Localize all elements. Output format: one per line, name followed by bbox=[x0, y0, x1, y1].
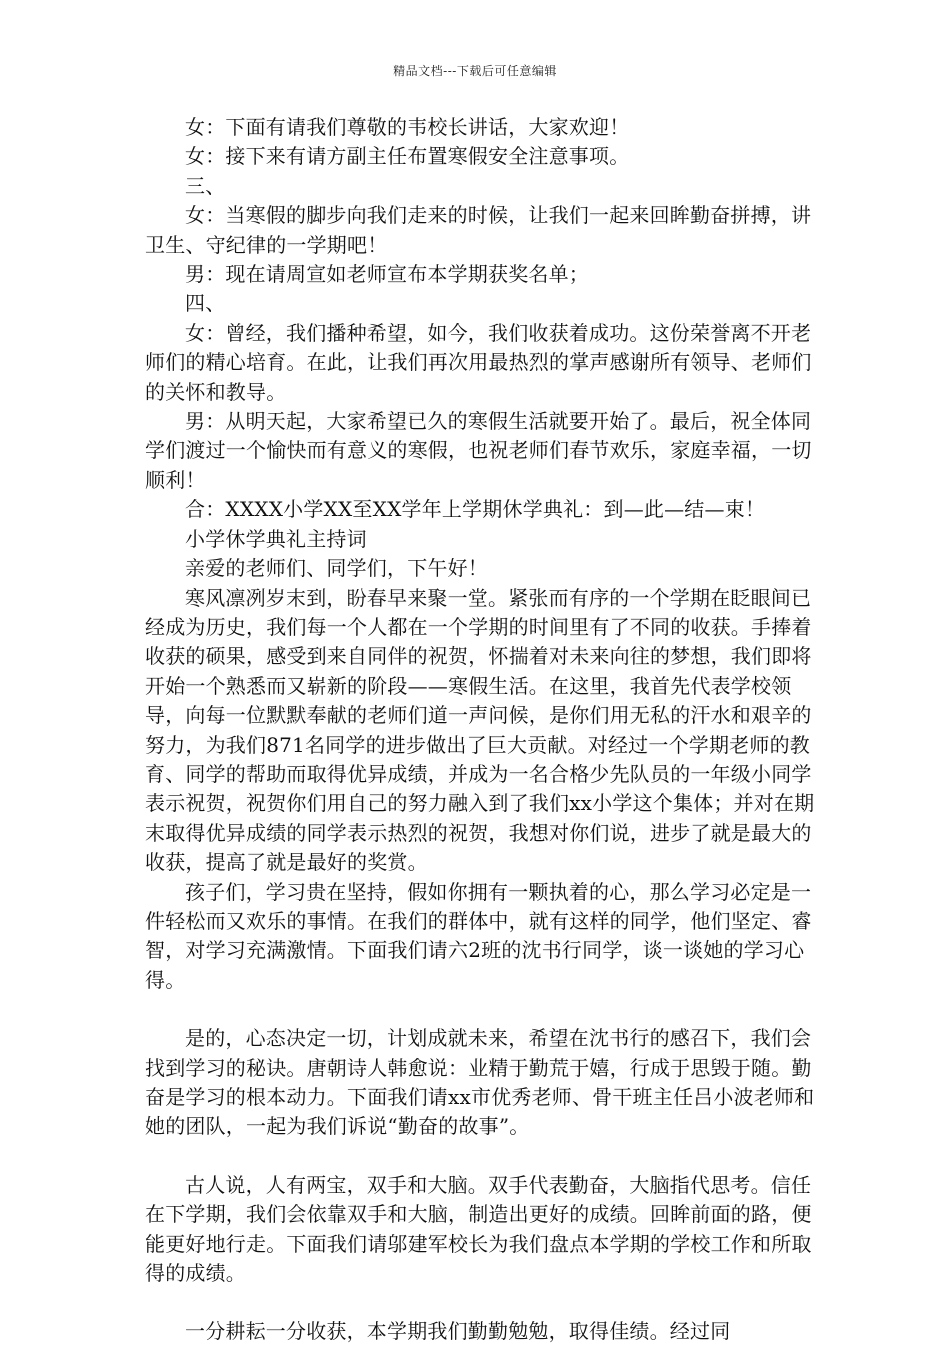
paragraph-harvest: 一分耕耘一分收获，本学期我们勤勤勉勉，取得佳绩。经过同 bbox=[185, 1319, 731, 1344]
paragraph-greeting: 亲爱的老师们、同学们，下午好！ bbox=[185, 556, 488, 581]
paragraph-study-persistence: 孩子们，学习贵在坚持，假如你拥有一颗执着的心，那么学习必定是一件轻松而又欢乐的事情。在我们的群体中，就有这样的同学，他们坚定、睿智，对学习充满激情。下面我们请六2班的沈书行同学，谈一谈她的学习心得。 bbox=[145, 879, 812, 992]
section-heading-three: 三、 bbox=[185, 173, 226, 198]
document-subtitle: 小学休学典礼主持词 bbox=[185, 526, 367, 551]
paragraph-review-semester: 女：当寒假的脚步向我们走来的时候，让我们一起来回眸勤奋拼搏，讲卫生、守纪律的一学期吧！ bbox=[145, 203, 812, 257]
paragraph-speech-principal: 女：下面有请我们尊敬的韦校长讲话，大家欢迎！ bbox=[185, 115, 630, 139]
paragraph-thanks-teachers: 女：曾经，我们播种希望，如今，我们收获着成功。这份荣誉离不开老师们的精心培育。在此，让我们再次用最热烈的掌声感谢所有领导、老师们的关怀和教导。 bbox=[145, 320, 812, 404]
paragraph-two-treasures: 古人说，人有两宝，双手和大脑。双手代表勤奋，大脑指代思考。信任在下学期，我们会依靠双手和大脑，制造出更好的成绩。回眸前面的路，便能更好地行走。下面我们请邬建军校长为我们盘点本学期的学校工作和所取得的成绩。 bbox=[145, 1172, 812, 1286]
paragraph-diligence-story: 是的，心态决定一切，计划成就未来，希望在沈书行的感召下，我们会找到学习的秘诀。唐朝诗人韩愈说：业精于勤荒于嬉，行成于思毁于随。勤奋是学习的根本动力。下面我们请xx市优秀老师、骨干班主任吕小波老师和她的团队，一起为我们诉说“勤奋的故事”。 bbox=[145, 1026, 815, 1139]
paragraph-holiday-wishes: 男：从明天起，大家希望已久的寒假生活就要开始了。最后，祝全体同学们渡过一个愉快而有意义的寒假，也祝老师们春节欢乐，家庭幸福，一切顺利！ bbox=[145, 409, 812, 492]
section-heading-four: 四、 bbox=[185, 291, 226, 316]
paragraph-closing: 合：XXXX小学XX至XX学年上学期休学典礼：到—此—结—束！ bbox=[185, 497, 766, 522]
page-header: 精品文档---下载后可任意编辑 bbox=[393, 64, 557, 78]
paragraph-opening-speech: 寒风凛冽岁末到，盼春早来聚一堂。紧张而有序的一个学期在眨眼间已经成为历史，我们每一个人都在一个学期的时间里有了不同的收获。手捧着收获的硕果，感受到来自同伴的祝贺，怀揣着对未来向往的梦想，我们即将开始一个熟悉而又崭新的阶段——寒假生活。在这里，我首先代表学校领导，向每一位默默奉献的老师们道一声问候，是你们用无私的汗水和艰辛的努力，为我们871名同学的进步做出了巨大贡献。对经过一个学期老师的教育、同学的帮助而取得优异成绩，并成为一名合格少先队员的一年级小同学表示祝贺，祝贺你们用自己的努力融入到了我们xx小学这个集体；并对在期末取得优异成绩的同学表示热烈的祝贺，我想对你们说，进步了就是最大的收获，提高了就是最好的奖赏。 bbox=[145, 585, 815, 875]
paragraph-speech-safety: 女：接下来有请方副主任布置寒假安全注意事项。 bbox=[185, 144, 630, 169]
paragraph-award-list: 男：现在请周宣如老师宣布本学期获奖名单； bbox=[185, 262, 589, 287]
document-body bbox=[145, 113, 827, 1347]
